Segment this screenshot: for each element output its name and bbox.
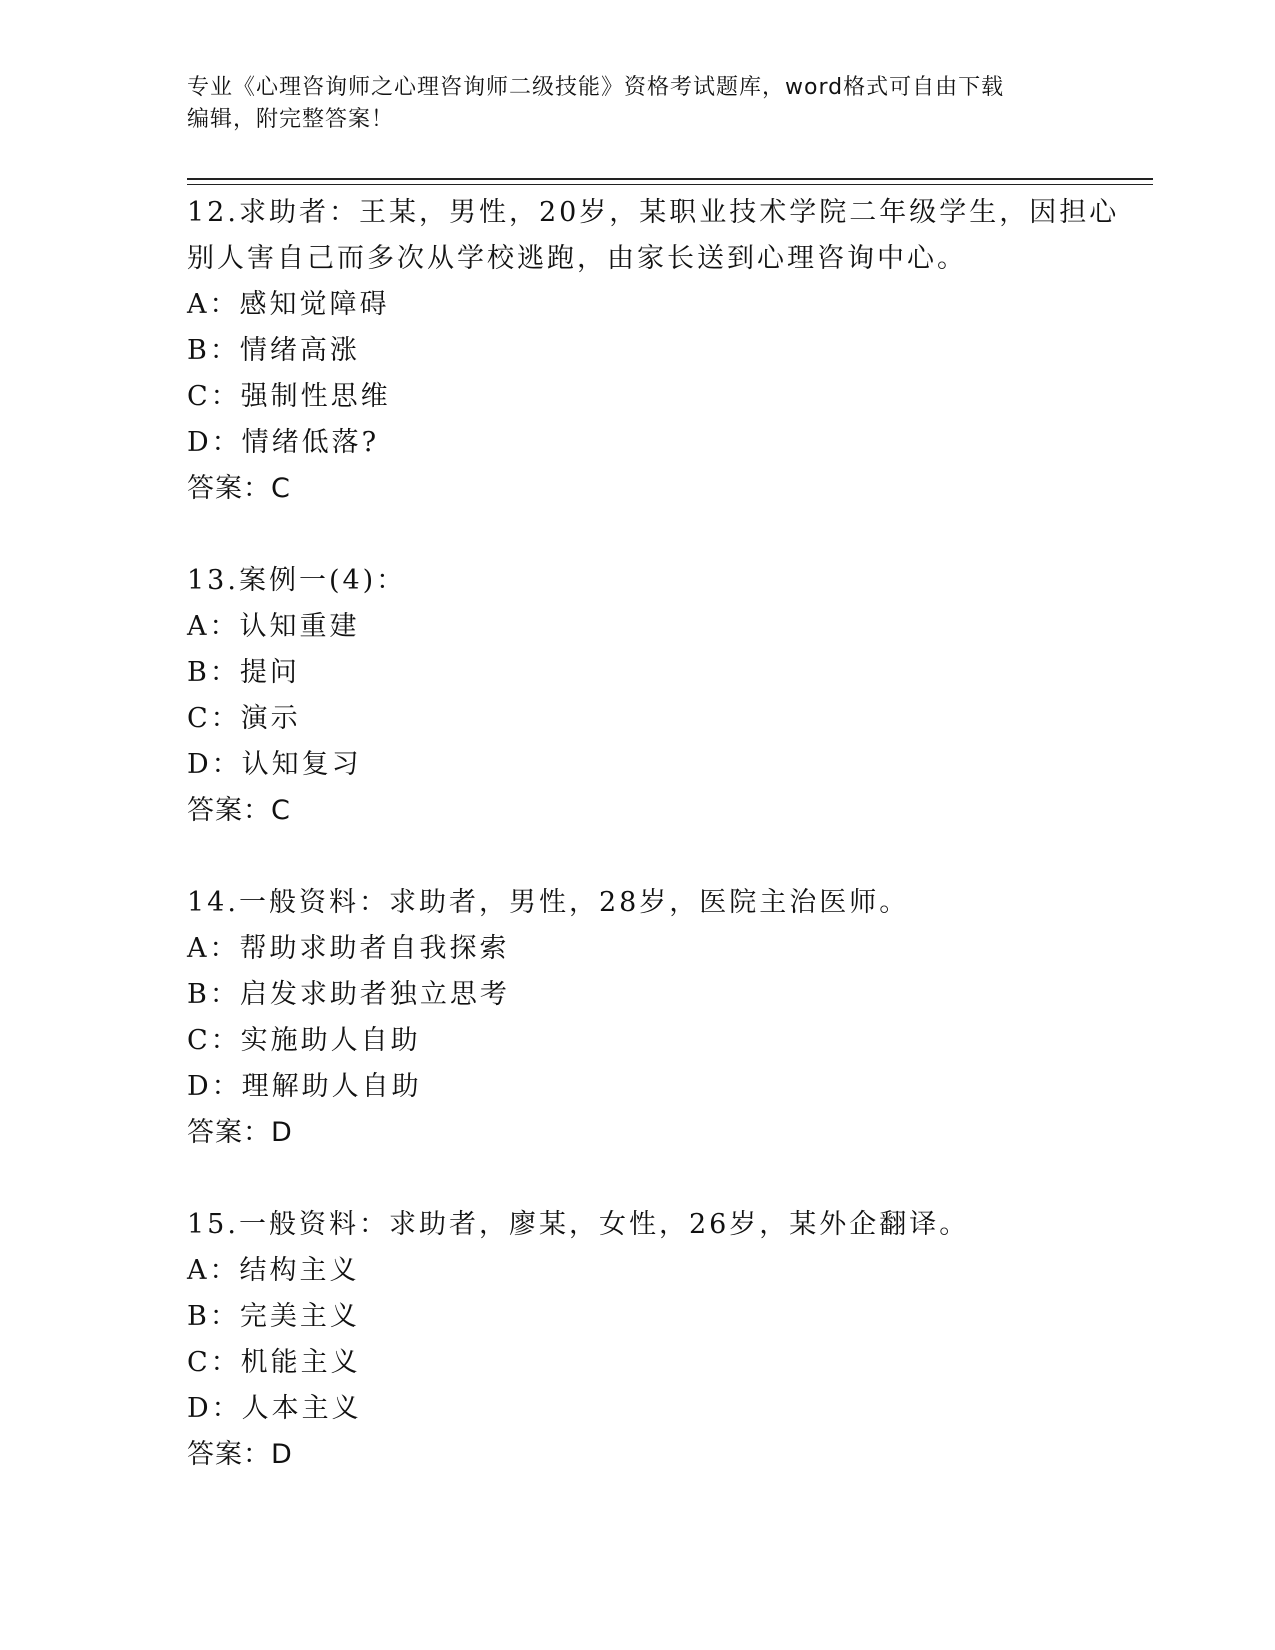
option-b: B：启发求助者独立思考 — [187, 979, 510, 1010]
option-a: A：结构主义 — [187, 1255, 360, 1286]
answer-line: 答案：C — [187, 473, 291, 504]
header-line-1: 专业《心理咨询师之心理咨询师二级技能》资格考试题库，word格式可自由下载 — [187, 75, 1005, 100]
option-a: A：感知觉障碍 — [187, 289, 390, 320]
question-13 — [187, 558, 1127, 834]
option-a: A：认知重建 — [187, 611, 360, 642]
question-14 — [187, 880, 1127, 1156]
header-divider-thin — [187, 184, 1153, 185]
question-stem — [187, 1202, 1127, 1248]
question-12 — [187, 190, 1127, 512]
option-b: B：提问 — [187, 657, 300, 688]
option-c: C：演示 — [187, 703, 301, 734]
question-stem-line-1: 13.案例一(4)： — [187, 565, 407, 596]
question-stem — [187, 558, 1127, 604]
option-d: D：情绪低落? — [187, 427, 380, 458]
question-stem-line-1: 15.一般资料：求助者，廖某，女性，26岁，某外企翻译。 — [187, 1209, 970, 1240]
option-c: C：机能主义 — [187, 1347, 361, 1378]
option-a: A：帮助求助者自我探索 — [187, 933, 510, 964]
option-d: D：人本主义 — [187, 1393, 362, 1424]
option-c: C：实施助人自助 — [187, 1025, 421, 1056]
question-stem-line-1: 12.求助者：王某，男性，20岁，某职业技术学院二年级学生，因担心 — [187, 197, 1120, 228]
option-d: D：理解助人自助 — [187, 1071, 422, 1102]
option-b: B：完美主义 — [187, 1301, 360, 1332]
question-stem-line-2: 别人害自己而多次从学校逃跑，由家长送到心理咨询中心。 — [187, 243, 967, 274]
question-list — [187, 190, 1127, 1478]
option-c: C：强制性思维 — [187, 381, 391, 412]
answer-line: 答案：C — [187, 795, 291, 826]
answer-line: 答案：D — [187, 1117, 293, 1148]
question-15 — [187, 1202, 1127, 1478]
header-line-2: 编辑，附完整答案！ — [187, 107, 395, 132]
option-b: B：情绪高涨 — [187, 335, 360, 366]
document-header — [187, 72, 1087, 136]
question-stem-line-1: 14.一般资料：求助者，男性，28岁，医院主治医师。 — [187, 887, 910, 918]
answer-line: 答案：D — [187, 1439, 293, 1470]
question-stem — [187, 190, 1127, 282]
header-divider-thick — [187, 178, 1153, 180]
question-stem — [187, 880, 1127, 926]
option-d: D：认知复习 — [187, 749, 362, 780]
